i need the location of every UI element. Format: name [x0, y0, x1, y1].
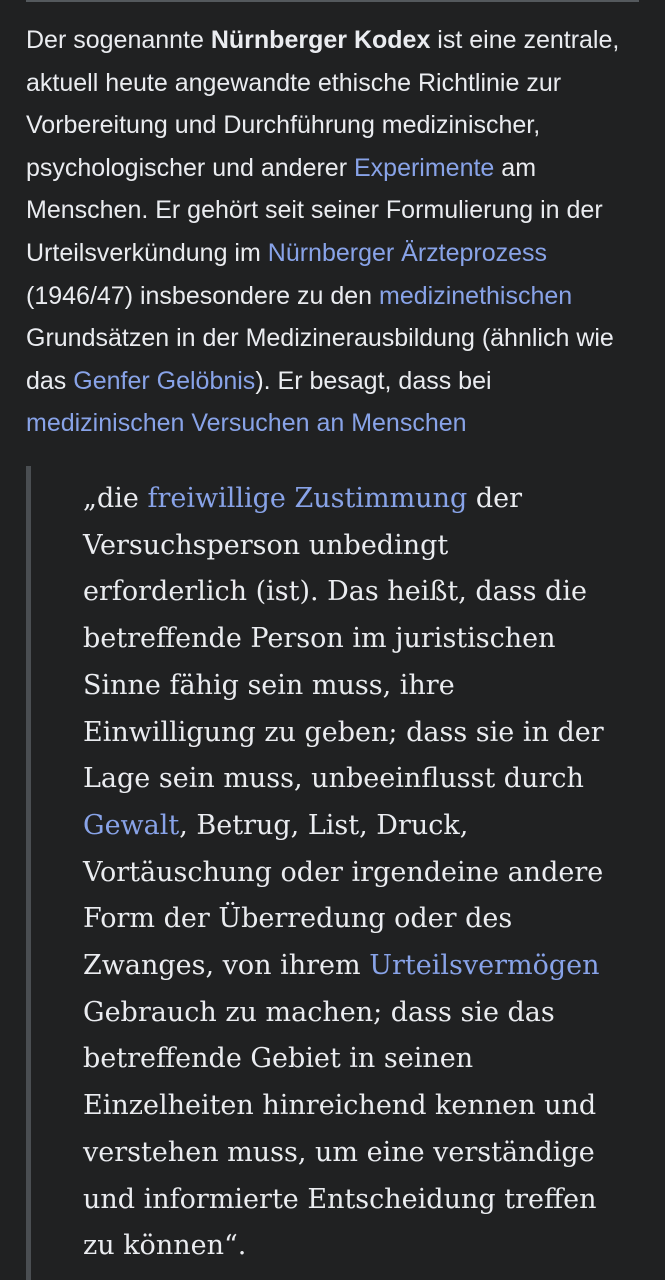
quote-line: Gebrauch zu machen; dass sie das — [83, 996, 555, 1028]
blockquote-bar — [26, 466, 31, 1280]
intro-paragraph — [26, 19, 646, 445]
intro-line: psychologischer und anderer Experimente am — [26, 153, 537, 182]
quote-line: „die freiwillige Zustimmung der — [83, 483, 523, 514]
link-genfer-geloebnis[interactable]: Genfer Gelöbnis — [73, 366, 256, 395]
intro-line: das Genfer Gelöbnis). Er besagt, dass bei — [26, 366, 492, 395]
intro-line: Grundsätzen in der Medizinerausbildung (ähnlich wie — [26, 324, 614, 353]
link-freiwillige-zustimmung[interactable]: freiwillige Zustimmung — [147, 483, 468, 514]
top-divider — [26, 0, 639, 2]
intro-line: Menschen. Er gehört seit seiner Formulierung in der — [26, 196, 603, 225]
quote-line: Zwanges, von ihrem Urteilsvermögen — [83, 950, 600, 982]
link-urteilsvermoegen[interactable]: Urteilsvermögen — [369, 950, 600, 982]
quote-line: betreffende Person im juristischen — [83, 623, 556, 655]
quote-line: erforderlich (ist). Das heißt, dass die — [83, 576, 587, 608]
quote-line: Einzelheiten hinreichend kennen und — [83, 1090, 597, 1122]
intro-line: (1946/47) insbesondere zu den medizinethischen — [26, 281, 573, 310]
quote-line: und informierte Entscheidung treffen — [83, 1183, 597, 1215]
quote-line: Versuchsperson unbedingt — [83, 529, 449, 561]
link-gewalt[interactable]: Gewalt — [83, 809, 180, 841]
quote-line: Gewalt, Betrug, List, Druck, — [83, 809, 469, 841]
term-nuernberger-kodex: Nürnberger Kodex — [210, 26, 431, 54]
quote-line: betreffende Gebiet in seinen — [83, 1043, 474, 1075]
intro-line: Urteilsverkündung im Nürnberger Ärzteprozess — [26, 238, 548, 267]
quote-line: verstehen muss, um eine verständige — [83, 1136, 595, 1168]
intro-line — [26, 402, 646, 445]
quote-line: Form der Überredung oder des — [83, 903, 513, 935]
quote-line: zu können“. — [83, 1230, 247, 1262]
intro-line: aktuell heute angewandte ethische Richtlinie zur — [26, 68, 562, 97]
quote-line: Lage sein muss, unbeeinflusst durch — [83, 763, 584, 795]
link-experimente[interactable]: Experimente — [353, 153, 495, 182]
quote-line: Vortäuschung oder irgendeine andere — [83, 856, 604, 888]
link-medizinische-versuche[interactable]: medizinischen Versuchen an Menschen — [26, 409, 467, 438]
intro-line: Vorbereitung und Durchführung medizinischer, — [26, 111, 541, 140]
quote-line: Einwilligung zu geben; dass sie in der — [83, 716, 604, 748]
blockquote — [83, 476, 643, 1270]
intro-line: Der sogenannte Nürnberger Kodex ist eine zentrale, — [26, 26, 620, 54]
link-nuernberger-aerzteprozess[interactable]: Nürnberger Ärzteprozess — [267, 238, 548, 267]
quote-line: Sinne fähig sein muss, ihre — [83, 669, 455, 701]
link-medizinethischen[interactable]: medizinethischen — [379, 281, 573, 310]
